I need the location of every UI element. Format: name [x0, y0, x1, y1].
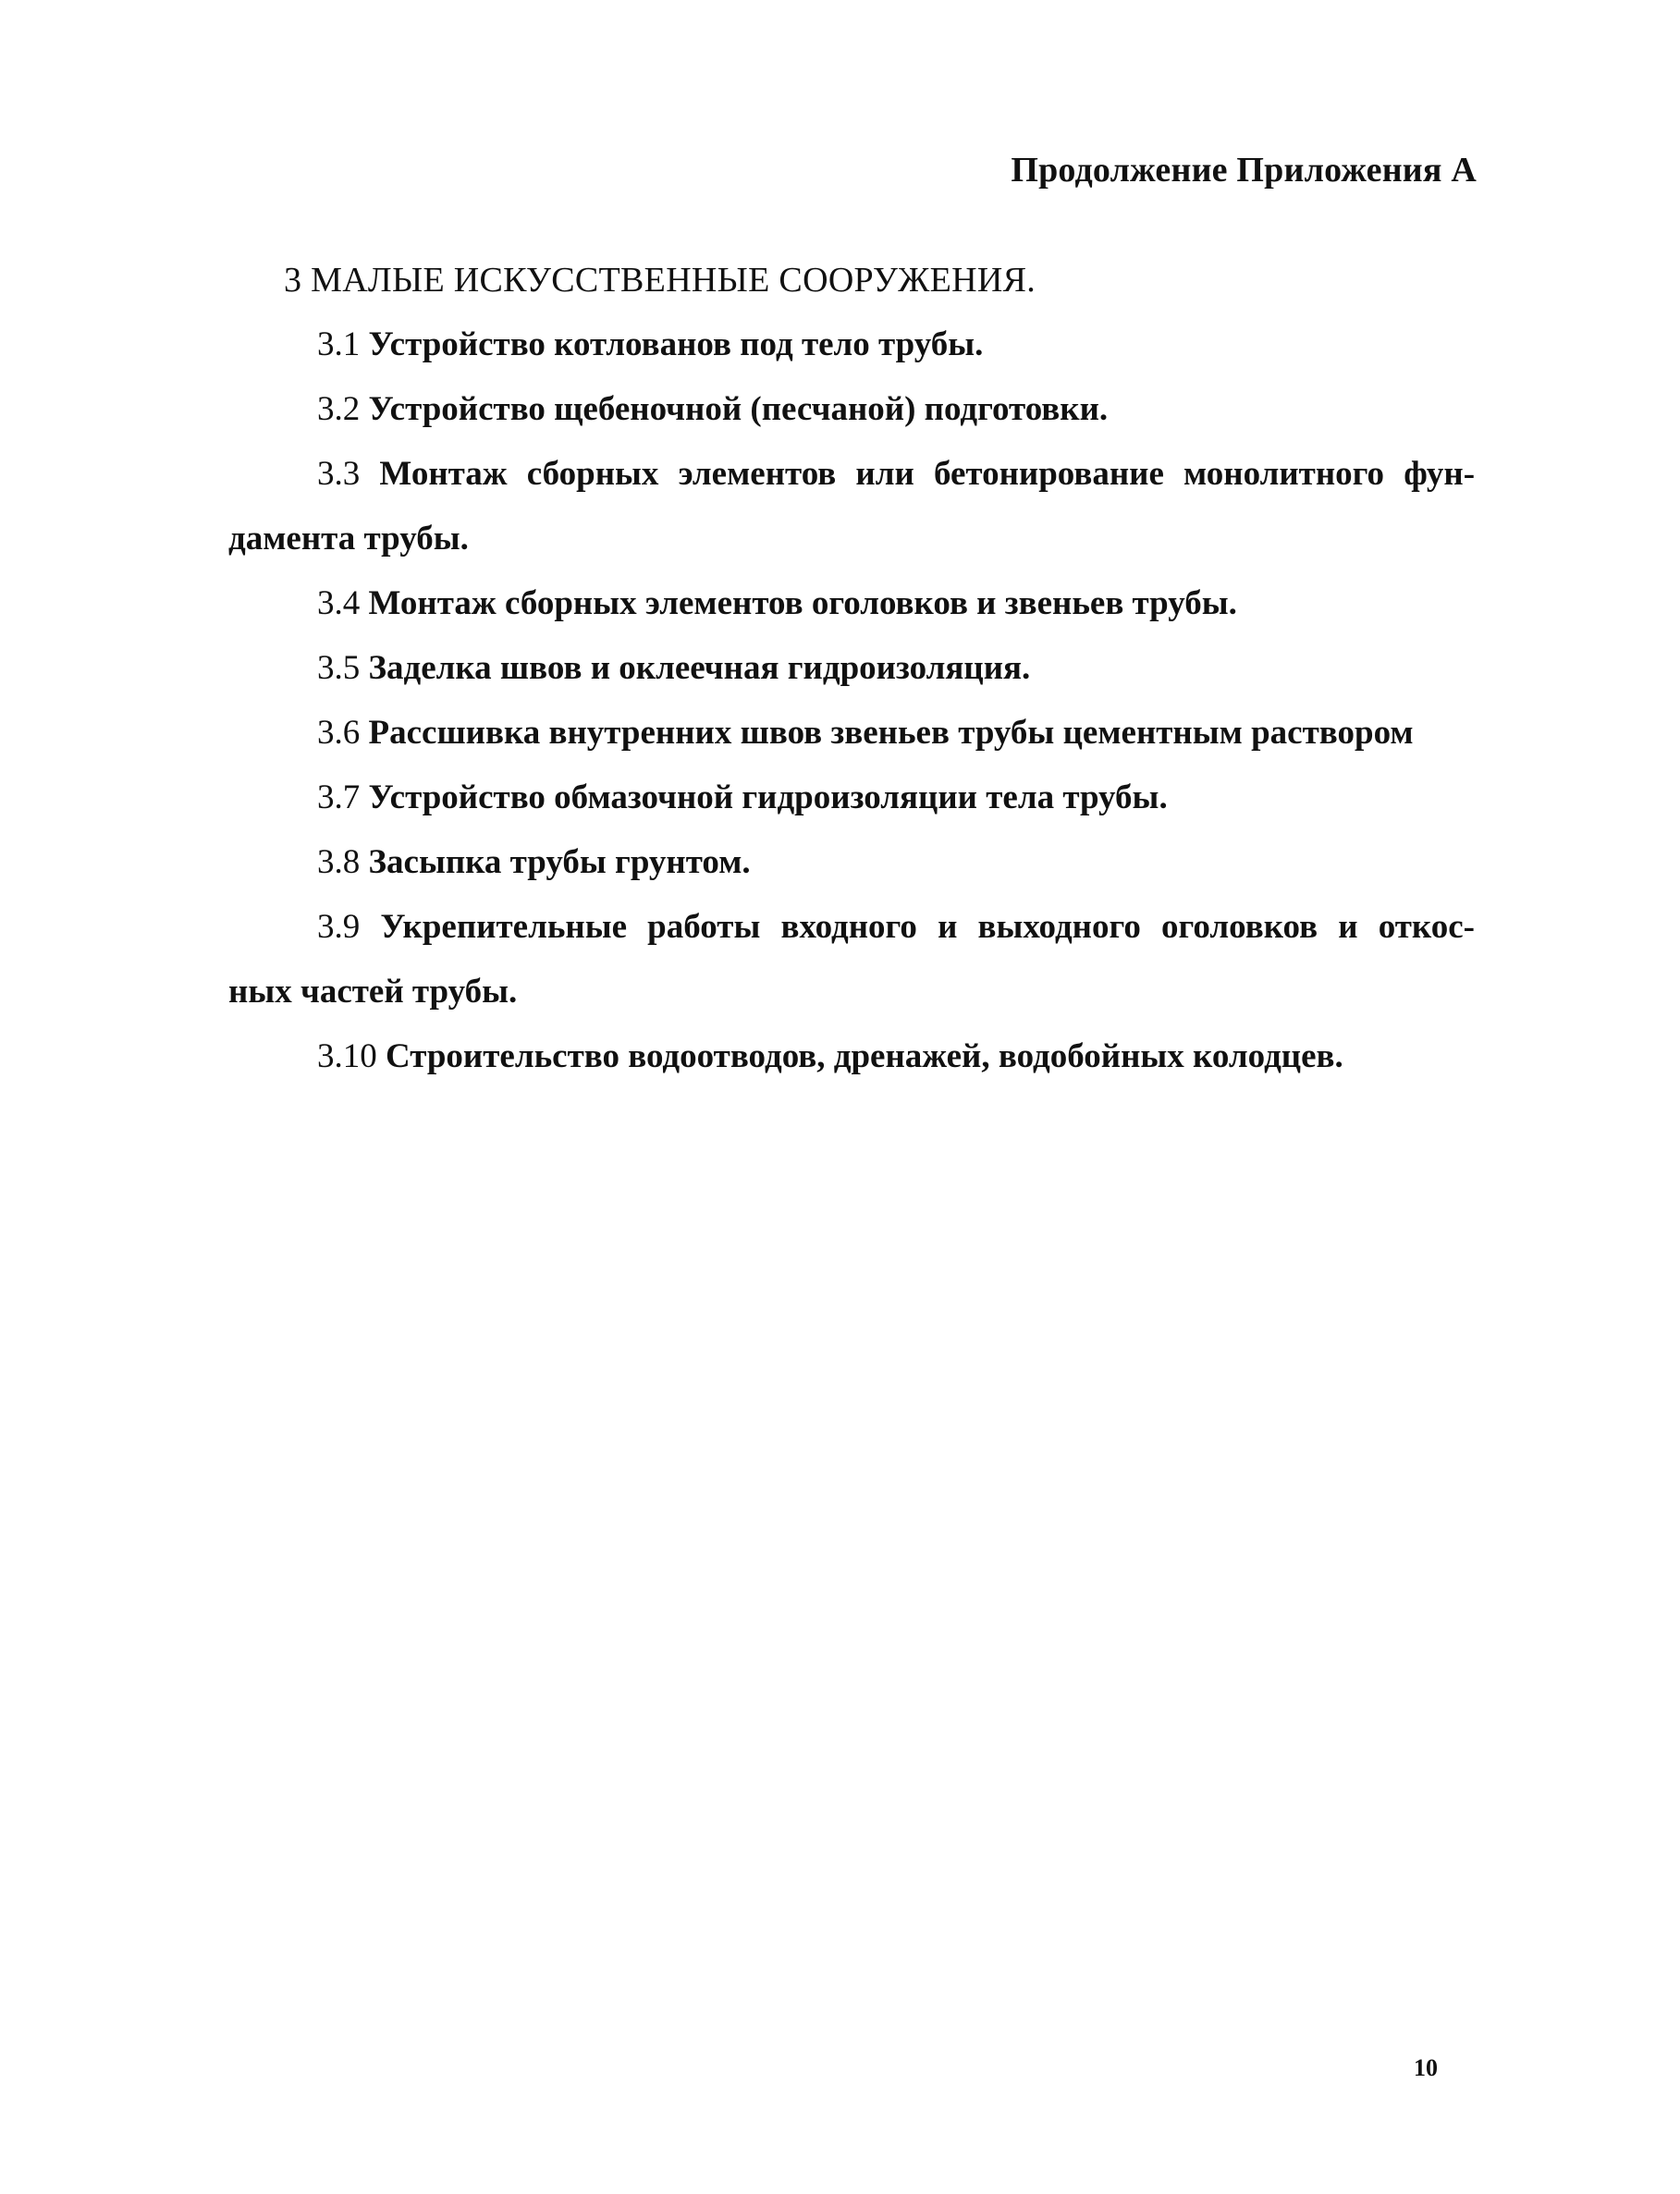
appendix-continuation-header: Продолжение Приложения А	[1011, 151, 1477, 190]
item-text: Устройство щебеночной (песчаной) подготовки.	[368, 390, 1109, 428]
item-number: 3.2	[317, 390, 361, 428]
section-content	[228, 254, 1476, 1083]
item-number: 3.7	[317, 778, 361, 816]
item-number: 3.10	[317, 1037, 377, 1075]
item-number: 3.9	[317, 908, 361, 946]
list-item-3-2	[273, 384, 1475, 435]
list-item-3-4	[273, 578, 1475, 630]
section-title: 3 МАЛЫЕ ИСКУССТВЕННЫЕ СООРУЖЕНИЯ.	[284, 261, 1036, 300]
item-text-line1: Монтаж сборных элементов или бетонирование монолитного фун-	[379, 455, 1476, 493]
item-number: 3.6	[317, 714, 361, 752]
list-item-3-10	[273, 1031, 1475, 1083]
item-text: Заделка швов и оклеечная гидроизоляция.	[368, 649, 1031, 687]
item-number: 3.8	[317, 843, 361, 881]
list-item-3-6	[273, 707, 1475, 759]
list-item-3-5	[273, 643, 1475, 694]
item-number: 3.1	[317, 325, 361, 363]
list-item-3-7	[273, 772, 1475, 824]
page-number: 10	[1414, 2054, 1438, 2081]
item-text: Устройство обмазочной гидроизоляции тела трубы.	[368, 778, 1168, 816]
item-text-line1: Укрепительные работы входного и выходного оголовков и откос-	[380, 908, 1475, 946]
item-text: Устройство котлованов под тело трубы.	[368, 325, 984, 363]
item-text: Строительство водоотводов, дренажей, водобойных колодцев.	[386, 1037, 1343, 1075]
list-item-3-1	[273, 319, 1475, 371]
item-text-line2: ных частей трубы.	[228, 973, 518, 1011]
item-text: Монтаж сборных элементов оголовков и звеньев трубы.	[368, 584, 1237, 622]
item-first-line	[273, 901, 1475, 953]
item-number: 3.3	[317, 455, 361, 493]
item-text: Рассшивка внутренних швов звеньев трубы цементным раствором	[368, 714, 1414, 752]
list-item-3-3	[228, 448, 1476, 565]
item-number: 3.4	[317, 584, 361, 622]
item-number: 3.5	[317, 649, 361, 687]
list-item-3-9	[228, 901, 1475, 1018]
item-first-line	[273, 448, 1475, 500]
item-text: Засыпка трубы грунтом.	[368, 843, 751, 881]
item-text-line2: дамента трубы.	[228, 520, 469, 558]
list-item-3-8	[273, 837, 1475, 889]
